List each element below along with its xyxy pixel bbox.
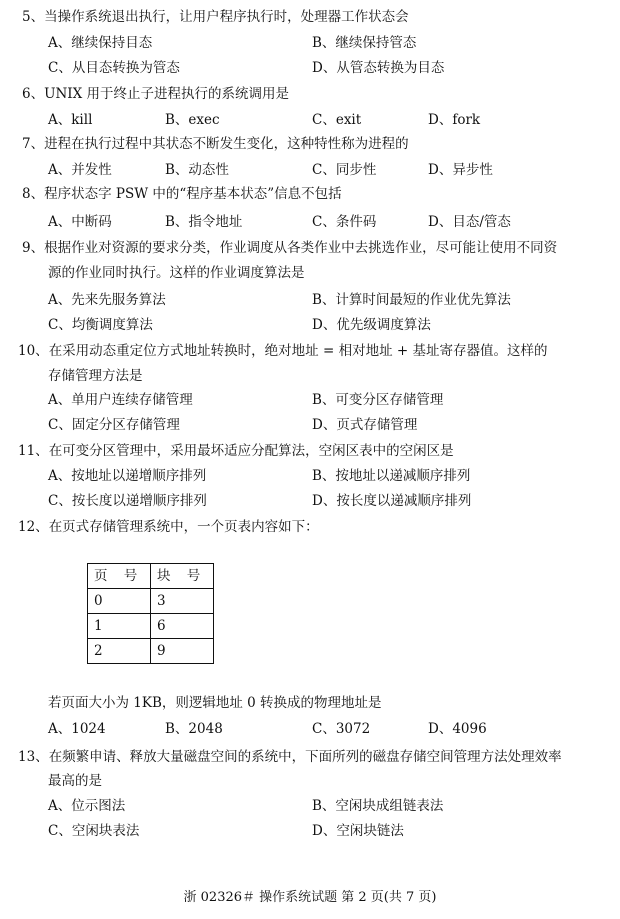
option-b: B、按地址以递减顺序排列 [312,468,471,484]
question-number: 7、 [22,136,45,152]
option-c: C、同步性 [312,162,377,178]
question-stem: 根据作业对资源的要求分类，作业调度从各类作业中去挑选作业，尽可能让使用不同资 [44,240,558,256]
question-stem: UNIX 用于终止子进程执行的系统调用是 [44,86,290,102]
header-block-number: 块 号 [151,564,214,589]
table-header-row [88,564,214,589]
question-stem: 当操作系统退出执行，让用户程序执行时，处理器工作状态会 [44,9,409,25]
question-stem-continued: 存储管理方法是 [48,368,143,384]
option-b: B、动态性 [165,162,229,178]
question-number: 9、 [22,240,45,256]
question-6 [22,84,289,104]
question-stem: 在频繁申请、释放大量磁盘空间的系统中，下面所列的磁盘存储空间管理方法处理效率 [48,749,562,765]
question-5 [22,7,409,27]
option-d: D、fork [428,112,481,128]
question-number: 8、 [22,186,45,202]
question-8 [22,184,342,204]
option-c: C、从目态转换为管态 [48,60,180,76]
option-d: D、异步性 [428,162,493,178]
option-c: C、空闲块表法 [48,823,140,839]
option-d: D、4096 [428,721,487,737]
table-row [88,639,214,664]
question-number: 6、 [22,86,45,102]
option-d: D、空闲块链法 [312,823,404,839]
question-number: 5、 [22,9,45,25]
question-stem-continued: 源的作业同时执行。这样的作业调度算法是 [48,265,305,281]
question-13 [18,747,562,767]
option-a: A、位示图法 [48,798,126,814]
option-c: C、3072 [312,721,371,737]
cell-block: 6 [151,614,214,639]
option-a: A、并发性 [48,162,112,178]
option-b: B、指令地址 [165,214,243,230]
page-table [87,563,214,664]
option-a: A、中断码 [48,214,112,230]
option-a: A、kill [48,112,93,128]
option-c: C、按长度以递增顺序排列 [48,493,207,509]
option-d: D、按长度以递减顺序排列 [312,493,472,509]
question-stem: 在采用动态重定位方式地址转换时，绝对地址 = 相对地址 + 基址寄存器值。这样的 [48,343,548,359]
option-b: B、空闲块成组链表法 [312,798,444,814]
cell-page: 0 [88,589,151,614]
question-number: 11、 [18,443,49,459]
option-c: C、固定分区存储管理 [48,417,180,433]
question-12 [18,517,319,537]
table-row [88,614,214,639]
question-11 [18,441,454,461]
cell-block: 9 [151,639,214,664]
question-stem: 在页式存储管理系统中，一个页表内容如下： [48,519,319,535]
question-7 [22,134,409,154]
option-b: B、可变分区存储管理 [312,392,444,408]
question-number: 13、 [18,749,49,765]
question-stem: 进程在执行过程中其状态不断发生变化，这种特性称为进程的 [44,136,409,152]
question-stem-followup: 若页面大小为 1KB，则逻辑地址 0 转换成的物理地址是 [48,695,382,711]
option-d: D、优先级调度算法 [312,317,431,333]
option-c: C、均衡调度算法 [48,317,153,333]
question-stem: 在可变分区管理中，采用最坏适应分配算法，空闲区表中的空闲区是 [48,443,454,459]
option-c: C、条件码 [312,214,377,230]
cell-block: 3 [151,589,214,614]
option-a: A、按地址以递增顺序排列 [48,468,207,484]
option-a: A、单用户连续存储管理 [48,392,193,408]
question-number: 12、 [18,519,49,535]
option-c: C、exit [312,112,362,128]
page-footer: 浙 02326＃ 操作系统试题 第 2 页(共 7 页) [183,890,437,905]
question-stem: 程序状态字 PSW 中的“程序基本状态”信息不包括 [44,186,342,202]
question-10 [18,341,547,361]
question-number: 10、 [18,343,49,359]
option-a: A、先来先服务算法 [48,292,166,308]
option-b: B、继续保持管态 [312,35,417,51]
option-b: B、计算时间最短的作业优先算法 [312,292,511,308]
option-d: D、从管态转换为目态 [312,60,445,76]
question-stem-continued: 最高的是 [48,773,102,789]
question-9 [22,238,557,258]
option-d: D、目态/管态 [428,214,511,230]
option-d: D、页式存储管理 [312,417,418,433]
table-row [88,589,214,614]
cell-page: 1 [88,614,151,639]
option-b: B、2048 [165,721,223,737]
option-a: A、1024 [48,721,106,737]
cell-page: 2 [88,639,151,664]
option-b: B、exec [165,112,220,128]
header-page-number: 页 号 [88,564,151,589]
option-a: A、继续保持目态 [48,35,153,51]
